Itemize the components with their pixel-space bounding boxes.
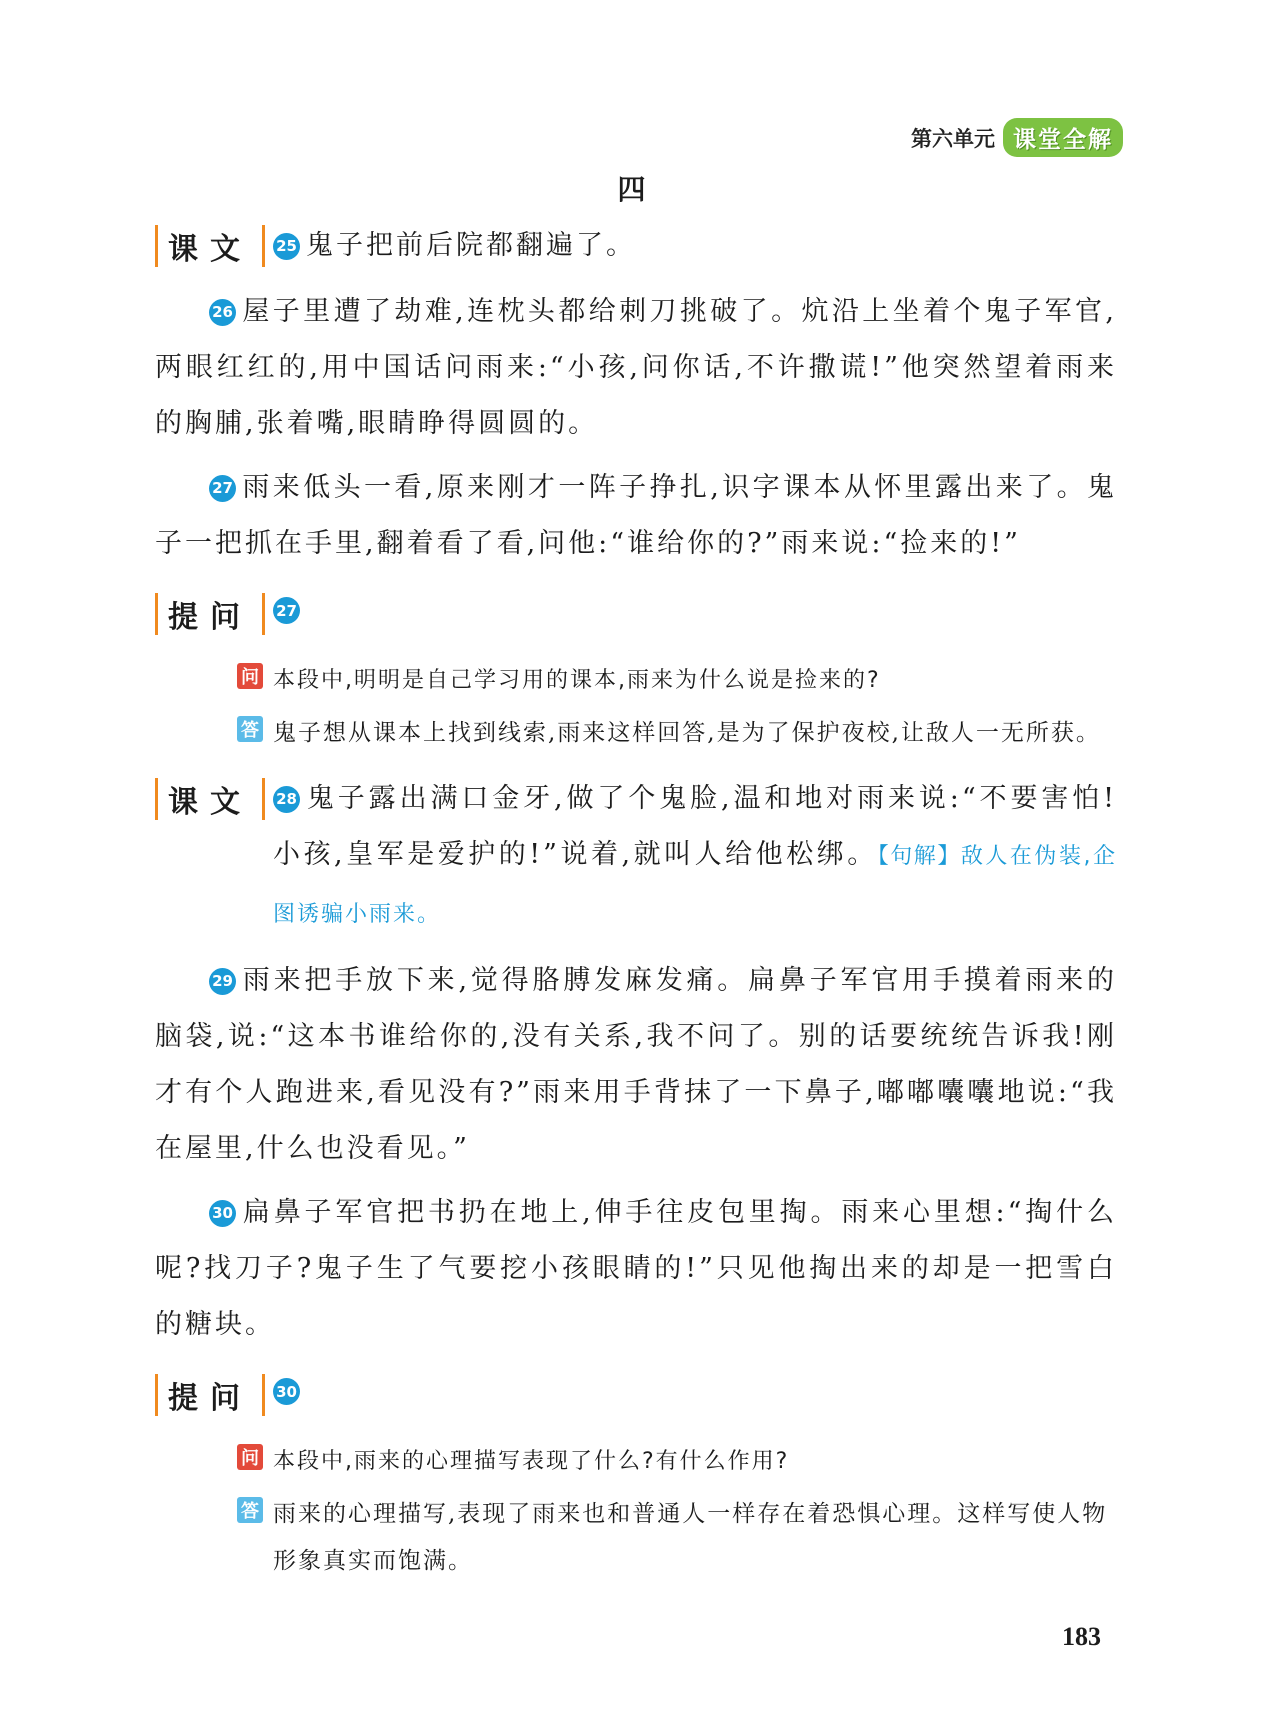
question-section-2 bbox=[155, 1367, 1117, 1416]
question-paragraph-number: 27 bbox=[273, 597, 300, 624]
paragraph-25 bbox=[273, 218, 1117, 274]
question-label: 提问 bbox=[155, 1374, 265, 1416]
question-badge: 问 bbox=[237, 663, 263, 689]
page-number: 183 bbox=[1062, 1622, 1101, 1651]
paragraph-number: 28 bbox=[273, 786, 300, 813]
paragraph-text: 鬼子把前后院都翻遍了。 bbox=[306, 230, 636, 261]
paragraph-text: 鬼子露出满口金牙,做了个鬼脸,温和地对雨来说:“不要害怕!小孩,皇军是爱护的!”说着,就叫人给他松绑。 bbox=[273, 783, 1117, 870]
paragraph-number: 27 bbox=[209, 475, 236, 502]
question-text: 本段中,雨来的心理描写表现了什么?有什么作用? bbox=[273, 1449, 790, 1474]
sentence-note-text: 敌人在伪装,企图诱骗小雨来。 bbox=[273, 844, 1117, 927]
question-item bbox=[237, 1438, 1117, 1485]
page-content bbox=[155, 218, 1117, 1591]
question-label: 提问 bbox=[155, 593, 265, 635]
question-section-1 bbox=[155, 586, 1117, 635]
page-header bbox=[911, 118, 1123, 157]
paragraph-27 bbox=[155, 460, 1117, 572]
section-heading: 四 bbox=[617, 173, 646, 206]
text-label: 课文 bbox=[155, 225, 265, 267]
paragraph-number: 25 bbox=[273, 233, 300, 260]
unit-title: 第六单元 bbox=[911, 126, 995, 151]
answer-item bbox=[237, 710, 1117, 757]
paragraph-number: 30 bbox=[209, 1200, 236, 1227]
paragraph-text: 雨来低头一看,原来刚才一阵子挣扎,识字课本从怀里露出来了。鬼子一把抓在手里,翻着看了看,问他:“谁给你的?”雨来说:“捡来的!” bbox=[155, 472, 1117, 559]
answer-badge: 答 bbox=[237, 1497, 263, 1523]
paragraph-number: 26 bbox=[209, 299, 236, 326]
answer-text: 雨来的心理描写,表现了雨来也和普通人一样存在着恐惧心理。这样写使人物形象真实而饱满。 bbox=[273, 1501, 1108, 1574]
paragraph-26 bbox=[155, 284, 1117, 452]
text-block-2 bbox=[155, 771, 1117, 943]
text-label: 课文 bbox=[155, 778, 265, 820]
paragraph-text: 雨来把手放下来,觉得胳膊发麻发痛。扁鼻子军官用手摸着雨来的脑袋,说:“这本书谁给你的,没有关系,我不问了。别的话要统统告诉我!刚才有个人跑进来,看见没有?”雨来用手背抹了一下鼻子,嘟嘟囔囔地说:“我在屋里,什么也没看见。” bbox=[155, 965, 1117, 1164]
brand-logo: 课堂全解 bbox=[1003, 118, 1123, 157]
sentence-note-tag: 【句解】 bbox=[877, 844, 961, 869]
paragraph-30 bbox=[155, 1185, 1117, 1353]
question-badge: 问 bbox=[237, 1444, 263, 1470]
answer-text: 鬼子想从课本上找到线索,雨来这样回答,是为了保护夜校,让敌人一无所获。 bbox=[273, 720, 1101, 746]
text-block-1 bbox=[155, 218, 1117, 274]
answer-item bbox=[237, 1491, 1117, 1585]
answer-badge: 答 bbox=[237, 716, 263, 742]
question-paragraph-number: 30 bbox=[273, 1378, 300, 1405]
question-text: 本段中,明明是自己学习用的课本,雨来为什么说是捡来的? bbox=[273, 668, 881, 693]
paragraph-28 bbox=[273, 771, 1117, 943]
paragraph-29 bbox=[155, 953, 1117, 1177]
question-item bbox=[237, 657, 1117, 704]
paragraph-text: 扁鼻子军官把书扔在地上,伸手往皮包里掏。雨来心里想:“掏什么呢?找刀子?鬼子生了气要挖小孩眼睛的!”只见他掏出来的却是一把雪白的糖块。 bbox=[155, 1197, 1117, 1340]
paragraph-text: 屋子里遭了劫难,连枕头都给刺刀挑破了。炕沿上坐着个鬼子军官,两眼红红的,用中国话问雨来:“小孩,问你话,不许撒谎!”他突然望着雨来的胸脯,张着嘴,眼睛睁得圆圆的。 bbox=[155, 296, 1117, 439]
paragraph-number: 29 bbox=[209, 968, 236, 995]
